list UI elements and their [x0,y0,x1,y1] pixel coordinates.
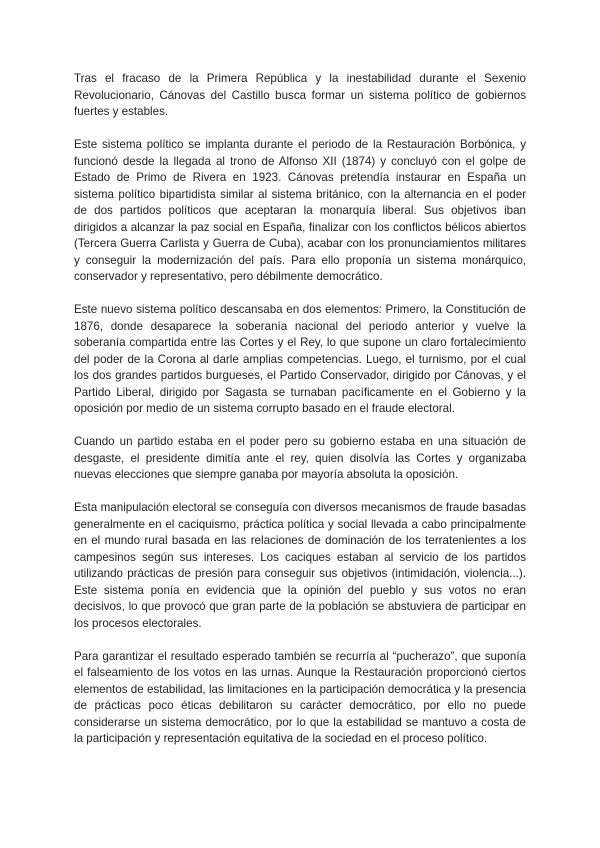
paragraph-6: Para garantizar el resultado esperado también se recurría al “pucherazo”, que suponía el falseamiento de los votos en las urnas. Aunque la Restauración proporcionó ciertos elementos de estabilidad, las limitaciones en la participación democrática y la presencia de prácticas poco éticas debilitaron su carácter democrático, por ello no puede considerarse un sistema democrático, por lo que la estabilidad se mantuvo a costa de la participación y representación equitativa de la sociedad en el proceso político. [74,649,526,745]
paragraph-3: Este nuevo sistema político descansaba en dos elementos: Primero, la Constitución de 1876, donde desaparece la soberanía nacional del periodo anterior y vuelve la soberanía compartida entre las Cortes y el Rey, lo que supone un claro fortalecimiento del poder de la Corona al darle amplias competencias. Luego, el turnismo, por el cual los dos grandes partidos burgueses, el Partido Conservador, dirigido por Cánovas, y el Partido Liberal, dirigido por Sagasta se turnaban pacíficamente en el Gobierno y la oposición por medio de un sistema corrupto basado en el fraude electoral. [74,303,526,415]
paragraph-2: Este sistema político se implanta durante el periodo de la Restauración Borbónica, y funcionó desde la llegada al trono de Alfonso XII (1874) y concluyó con el golpe de Estado de Primo de Rivera en 1923. Cánovas pretendía instaurar en España un sistema político bipartidista similar al sistema británico, con la alternancia en el poder de dos partidos políticos que aceptaran la monarquía liberal. Sus objetivos iban dirigidos a alcanzar la paz social en España, finalizar con los conflictos bélicos abiertos (Tercera Guerra Carlista y Guerra de Cuba), acabar con los pronunciamientos militares y conseguir la modernización del país. Para ello proponía un sistema monárquico, conservador y representativo, pero débilmente democrático. [74,138,526,283]
paragraph-5: Esta manipulación electoral se conseguía con diversos mecanismos de fraude basadas generalmente en el caciquismo, práctica política y social llevada a cabo principalmente en el mundo rural basada en las relaciones de dominación de los terratenientes a los campesinos según sus intereses. Los caciques estaban al servicio de los partidos utilizando prácticas de presión para conseguir sus objetivos (intimidación, violencia...). Este sistema ponía en evidencia que la opinión del pueblo y sus votos no eran decisivos, lo que provocó que gran parte de la población se abstuviera de participar en los procesos electorales. [74,501,526,630]
paragraph-4: Cuando un partido estaba en el poder pero su gobierno estaba en una situación de desgaste, el presidente dimitía ante el rey, quien disolvía las Cortes y organizaba nuevas elecciones que siempre ganaba por mayoría absoluta la oposición. [74,435,526,481]
document-body [74,71,526,764]
paragraph-1: Tras el fracaso de la Primera República y la inestabilidad durante el Sexenio Revolucionario, Cánovas del Castillo busca formar un sistema político de gobiernos fuertes y estables. [74,72,526,118]
